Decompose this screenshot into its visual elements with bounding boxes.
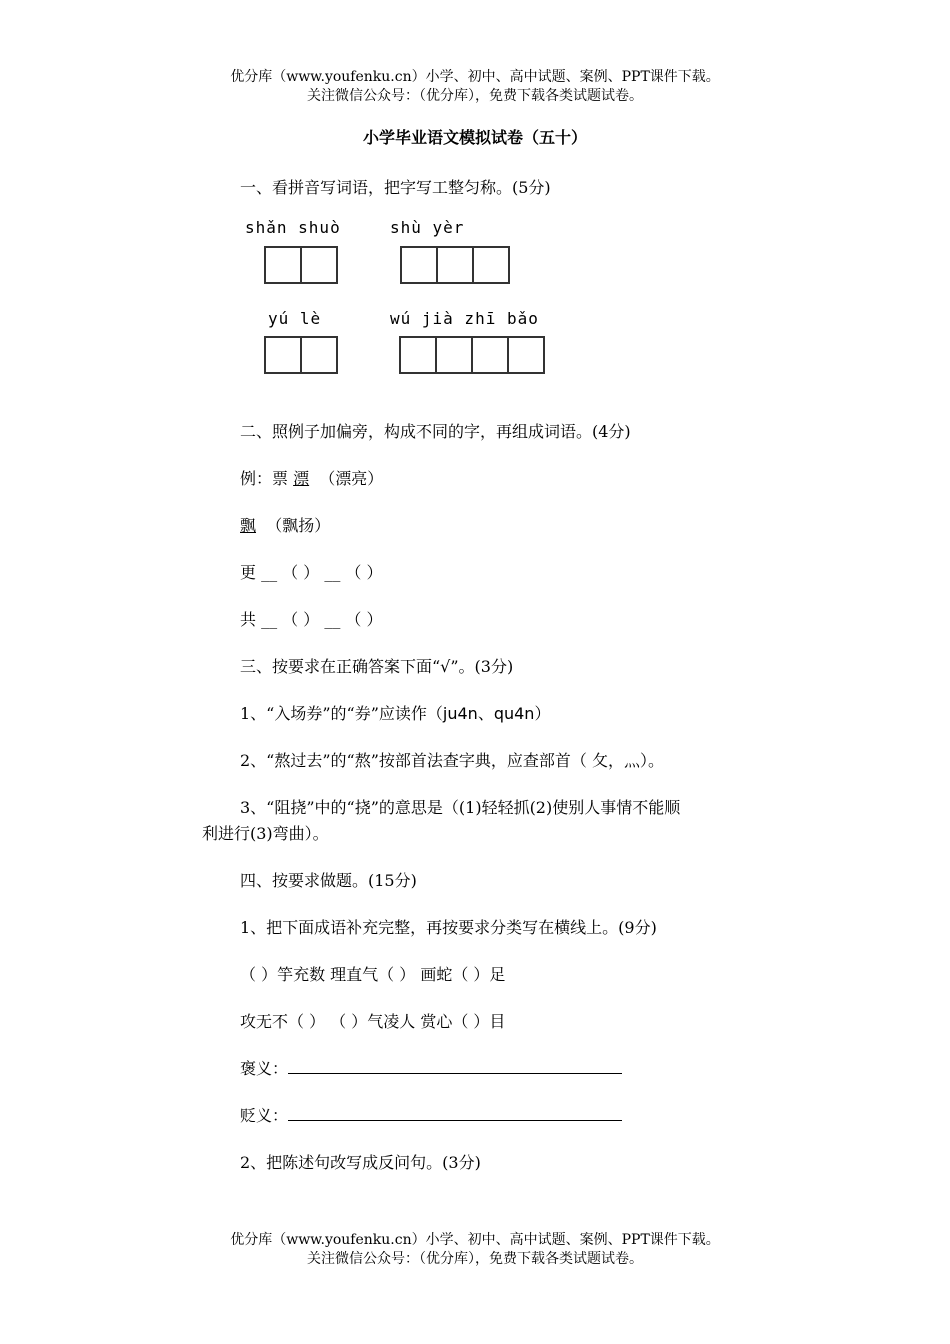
praise-answer-line[interactable] <box>288 1059 622 1074</box>
q2-row-1[interactable]: 更 __ （ ） __ （ ） <box>240 563 383 582</box>
q4-heading: 四、按要求做题。(15分) <box>240 871 417 890</box>
q4-sub-1: 1、把下面成语补充完整，再按要求分类写在横线上。(9分) <box>240 918 657 937</box>
footer-line-2: 关注微信公众号：（优分库），免费下载各类试题试卷。 <box>307 1251 643 1267</box>
q1-heading: 一、看拼音写词语，把字写工整匀称。(5分) <box>240 178 551 197</box>
q2-example <box>240 466 383 489</box>
praise-label: 褒义： <box>240 1059 289 1078</box>
q2-example-2 <box>240 513 330 536</box>
char-box[interactable] <box>264 246 302 284</box>
pinyin-2: shù yèr <box>390 218 465 237</box>
example2-word: （飘扬） <box>266 516 331 535</box>
derog-answer-line[interactable] <box>288 1106 622 1121</box>
example2-char: 飘 <box>240 516 257 535</box>
char-box[interactable] <box>264 336 302 374</box>
char-box[interactable] <box>300 336 338 374</box>
header-line-1: 优分库（www.youfenku.cn）小学、初中、高中试题、案例、PPT课件下载。 <box>230 69 720 85</box>
char-boxes-2[interactable] <box>400 246 508 284</box>
q3-item-1 <box>240 701 550 724</box>
char-box[interactable] <box>472 246 510 284</box>
page-title: 小学毕业语文模拟试卷（五十） <box>362 128 587 147</box>
praise-row <box>240 1056 622 1079</box>
char-box[interactable] <box>435 336 473 374</box>
q2-heading: 二、照例子加偏旁，构成不同的字，再组成词语。(4分) <box>240 422 631 441</box>
char-box[interactable] <box>507 336 545 374</box>
example-char: 漂 <box>293 469 310 488</box>
char-boxes-1[interactable] <box>264 246 336 284</box>
pinyin-4: wú jià zhī bǎo <box>390 309 539 328</box>
footer-line-1: 优分库（www.youfenku.cn）小学、初中、高中试题、案例、PPT课件下载。 <box>230 1232 720 1248</box>
pinyin-3: yú lè <box>268 309 322 328</box>
example-word: （漂亮） <box>319 469 384 488</box>
derog-label: 贬义： <box>240 1106 289 1125</box>
q3-heading: 三、按要求在正确答案下面“√”。(3分) <box>240 657 514 676</box>
q3-item1-end: ） <box>534 704 551 723</box>
char-box[interactable] <box>471 336 509 374</box>
idioms-row-1[interactable]: （ ）竽充数 理直气（ ） 画蛇（ ）足 <box>240 965 506 984</box>
pinyin-1: shǎn shuò <box>245 218 341 237</box>
header-line-2: 关注微信公众号：（优分库），免费下载各类试题试卷。 <box>307 88 643 104</box>
q2-row-2[interactable]: 共 __ （ ） __ （ ） <box>240 610 383 629</box>
q4-sub-2: 2、把陈述句改写成反问句。(3分) <box>240 1153 481 1172</box>
char-box[interactable] <box>300 246 338 284</box>
char-box[interactable] <box>400 246 438 284</box>
idioms-row-2[interactable]: 攻无不（ ） （ ）气凌人 赏心（ ）目 <box>240 1012 506 1031</box>
q3-item-3-line-2: 利进行(3)弯曲）。 <box>202 824 329 843</box>
char-boxes-3[interactable] <box>264 336 336 374</box>
char-box[interactable] <box>399 336 437 374</box>
q3-item-2: 2、“熬过去”的“熬”按部首法查字典，应查部首（ 攵，灬）。 <box>240 751 664 770</box>
q3-item1-text: 1、“入场券”的“券”应读作（ <box>240 704 443 723</box>
q3-item1-options[interactable]: ju4n、qu4n <box>442 704 535 723</box>
example-prefix: 例：票 <box>240 469 294 488</box>
q3-item-3-line-1: 3、“阻挠”中的“挠”的意思是（(1)轻轻抓(2)使别人事情不能顺 <box>240 798 681 817</box>
char-box[interactable] <box>436 246 474 284</box>
char-boxes-4[interactable] <box>399 336 543 374</box>
derog-row <box>240 1103 622 1126</box>
